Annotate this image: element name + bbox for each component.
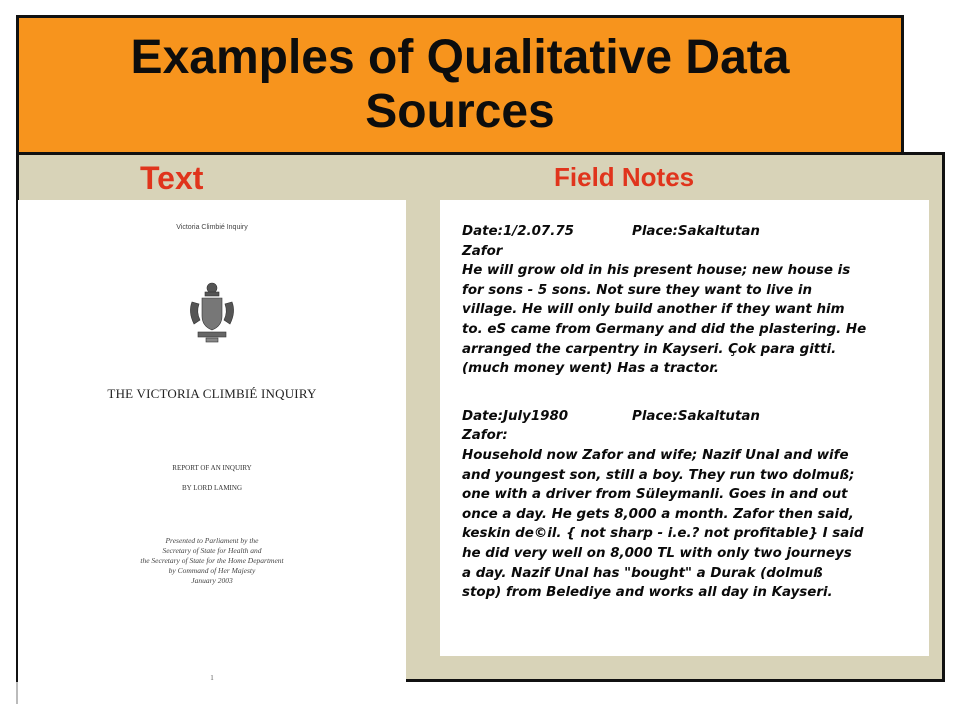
note-line: stop) from Belediye and works all day in Kayseri.: [462, 585, 833, 601]
field-notes-image: [440, 200, 929, 656]
presented-line: by Command of Her Majesty: [168, 566, 256, 575]
note-line: and youngest son, still a boy. They run two dolmuß;: [462, 467, 855, 483]
slide-title: Examples of Qualitative Data Sources: [130, 31, 790, 138]
note-line: he did very well on 8,000 TL with only two journeys: [462, 545, 852, 561]
report-header: Victoria Climbié Inquiry: [176, 224, 248, 231]
note-line: a day. Nazif Unal has "bought" a Durak (dolmuß: [462, 565, 823, 581]
report-cover-image: [18, 200, 406, 706]
note-line: for sons - 5 sons. Not sure they want to live in: [462, 282, 813, 298]
note-date-line: [462, 222, 911, 242]
note-date-line: [462, 407, 911, 427]
field-note-entry: [462, 407, 911, 603]
report-author: BY LORD LAMING: [181, 484, 243, 492]
note-line: to. eS came from Germany and did the plastering. He: [462, 321, 867, 337]
presented-line: January 2003: [191, 576, 233, 585]
note-line: (much money went) Has a tractor.: [462, 361, 719, 377]
note-line: Zafor:: [462, 428, 508, 444]
report-title: THE VICTORIA CLIMBIÉ INQUIRY: [107, 386, 317, 401]
text-label: Text: [140, 160, 204, 196]
royal-crest-icon: [186, 280, 238, 344]
field-note-entry: [462, 222, 911, 379]
note-line: village. He will only build another if they want him: [462, 302, 845, 318]
note-date: Date:1/2.07.75: [462, 224, 574, 239]
presented-line: Presented to Parliament by the: [165, 536, 259, 545]
note-line: once a day. He gets 8,000 a month. Zafor then said,: [462, 506, 854, 522]
note-line: arranged the carpentry in Kayseri. Çok para gitti.: [462, 341, 837, 357]
presented-line: the Secretary of State for the Home Department: [140, 556, 284, 565]
presented-text: [18, 536, 406, 586]
page-number: 1: [210, 674, 214, 682]
divider: [16, 682, 18, 704]
note-date: Date:July1980: [462, 408, 569, 424]
report-subtitle: REPORT OF AN INQUIRY: [172, 464, 252, 472]
note-line: Zafor: [462, 243, 503, 259]
note-line: Household now Zafor and wife; Nazif Unal and wife: [462, 447, 849, 463]
title-banner: [16, 15, 904, 155]
note-line: keskin de©il. { not sharp - i.e.? not profitable} I said: [462, 526, 864, 542]
note-line: He will grow old in his present house; new house is: [462, 263, 851, 279]
note-place: Place:Sakaltutan: [632, 224, 760, 239]
presented-line: Secretary of State for Health and: [162, 546, 262, 555]
note-line: one with a driver from Süleymanli. Goes in and out: [462, 487, 848, 503]
field-notes-label: Field Notes: [554, 162, 695, 192]
note-place: Place:Sakaltutan: [632, 408, 760, 424]
